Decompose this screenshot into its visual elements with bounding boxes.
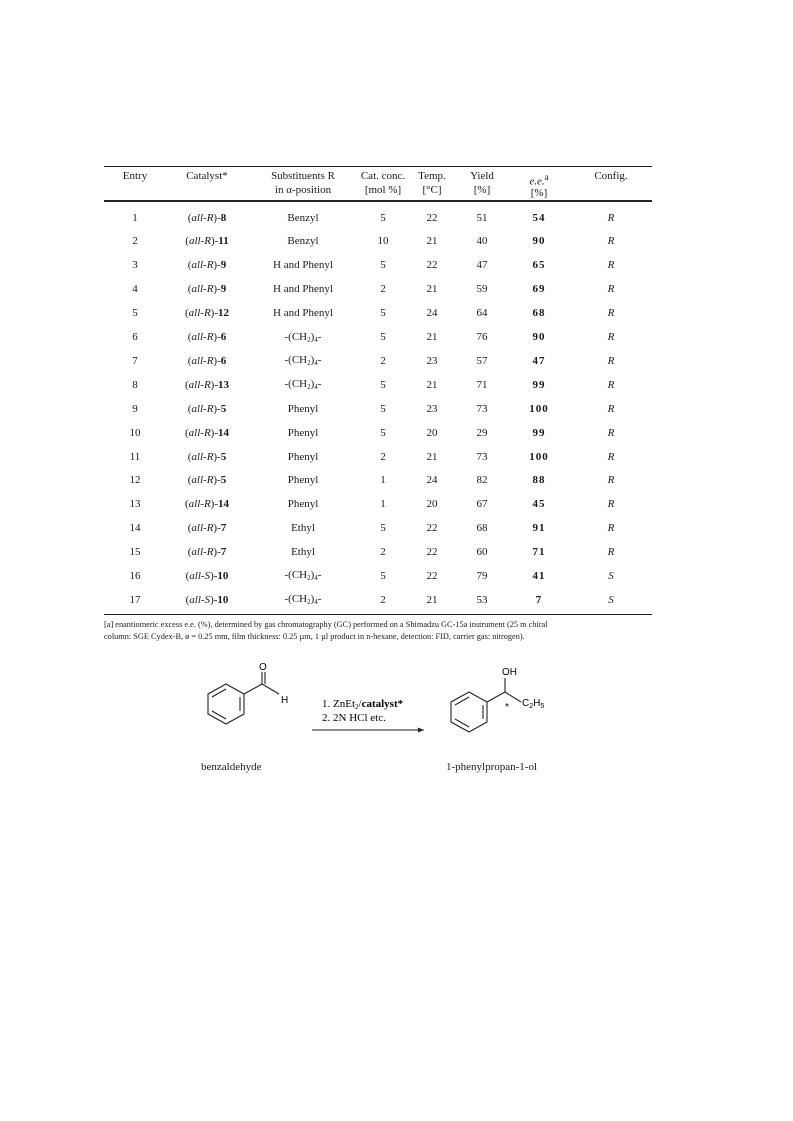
catalyst-prefix: all-R [191, 259, 214, 272]
substituent-cell: $-(CH_2)_4-$ [284, 593, 322, 607]
entry-cell: 6 [132, 331, 138, 344]
catalyst-prefix: all-R [191, 402, 214, 415]
ee-cell: 69 [532, 283, 546, 296]
paren-open: ( [185, 498, 189, 511]
ethyl-substituent-label: $C_2H_5$ [522, 698, 545, 710]
catalyst-cell [166, 277, 248, 301]
yield-cell: 67 [476, 498, 488, 511]
entry-cell: 2 [132, 235, 138, 248]
table-row [104, 588, 652, 614]
table-row [104, 421, 652, 445]
temp-cell: 21 [426, 283, 438, 296]
reaction-step-1: 1. ZnEt2/catalyst* [322, 698, 404, 711]
ee-cell: 100 [529, 450, 549, 463]
config-cell: R [607, 235, 615, 248]
substituent-cell: $-(CH_2)_4-$ [284, 569, 322, 583]
catalyst-number: 9 [220, 259, 227, 272]
cat-conc-cell: 5 [380, 331, 386, 344]
cat-conc-cell: 5 [380, 402, 386, 415]
yield-cell: 40 [476, 235, 488, 248]
catalyst-number: 14 [218, 426, 229, 439]
entry-cell: 5 [132, 307, 138, 320]
config-cell: R [607, 402, 615, 415]
table-row [104, 373, 652, 397]
results-table-container [104, 166, 652, 615]
catalyst-prefix: all-R [191, 283, 214, 296]
temp-cell: 21 [426, 450, 438, 463]
yield-cell: 73 [476, 450, 488, 463]
substituent-cell: H and Phenyl [273, 259, 333, 272]
table-row [104, 349, 652, 373]
temp-cell: 20 [426, 498, 438, 511]
config-cell: R [607, 259, 615, 272]
catalyst-cell [166, 201, 248, 230]
entry-cell: 14 [129, 522, 141, 535]
paren-close: )- [213, 402, 221, 415]
ee-cell: 99 [532, 426, 546, 439]
paren-open: ( [187, 522, 192, 535]
temp-cell: 21 [426, 235, 438, 248]
table-header-row [104, 167, 652, 201]
catalyst-number: 6 [220, 354, 227, 367]
paren-open: ( [187, 450, 192, 463]
column-header-line1: Catalyst* [186, 170, 228, 182]
yield-cell: 76 [476, 331, 488, 344]
column-header [248, 167, 358, 201]
table-row [104, 253, 652, 277]
temp-cell: 21 [426, 331, 438, 344]
table-row [104, 397, 652, 421]
table-row [104, 468, 652, 492]
paren-open: ( [185, 307, 189, 320]
paren-close: )- [210, 378, 218, 391]
catalyst-cell [166, 421, 248, 445]
substituent-cell: Ethyl [291, 546, 315, 559]
catalyst-cell [166, 588, 248, 614]
config-cell: R [607, 283, 615, 296]
paren-open: ( [185, 569, 190, 582]
ee-cell: 100 [529, 402, 549, 415]
yield-cell: 29 [476, 426, 488, 439]
column-header-line2: [%] [473, 184, 491, 197]
table-body [104, 201, 652, 615]
catalyst-cell [166, 349, 248, 373]
paren-close: )- [213, 331, 221, 344]
catalyst-prefix: all-S [189, 569, 211, 582]
footnote-line-2: column: SGE Cydex-B, ø = 0.25 mm, film thickness: 0.25 µm, 1 µl product in n-hexane, detection: FID, carrier gas: nitrogen). [104, 631, 525, 641]
catalyst-prefix: all-R [188, 235, 211, 248]
paren-open: ( [185, 426, 189, 439]
cat-conc-cell: 2 [380, 450, 386, 463]
substituent-cell: $-(CH_2)_4-$ [284, 354, 322, 368]
ee-cell: 45 [532, 498, 546, 511]
catalyst-cell [166, 516, 248, 540]
catalyst-prefix: all-R [191, 522, 214, 535]
yield-cell: 68 [476, 522, 488, 535]
temp-cell: 23 [426, 402, 438, 415]
column-header-line2: [°C] [422, 184, 442, 197]
catalyst-cell [166, 540, 248, 564]
catalyst-cell [166, 468, 248, 492]
catalyst-cell [166, 445, 248, 469]
config-cell: R [607, 450, 615, 463]
config-cell: R [607, 522, 615, 535]
ee-cell: 91 [532, 522, 546, 535]
config-cell: R [607, 307, 615, 320]
paren-open: ( [187, 331, 192, 344]
temp-cell: 22 [426, 259, 438, 272]
reaction-scheme [0, 650, 793, 790]
catalyst-prefix: all-R [188, 498, 211, 511]
paren-open: ( [187, 402, 192, 415]
paren-close: )- [210, 498, 218, 511]
catalyst-cell [166, 373, 248, 397]
config-cell: R [607, 378, 615, 391]
temp-cell: 20 [426, 426, 438, 439]
table-row [104, 325, 652, 349]
yield-cell: 57 [476, 354, 488, 367]
paren-close: )- [213, 283, 221, 296]
column-header-line1: Temp. [418, 170, 446, 183]
atom-h-label: H [281, 695, 289, 706]
ee-cell: 65 [532, 259, 546, 272]
ee-cell: 99 [532, 378, 546, 391]
temp-cell: 21 [426, 593, 438, 606]
temp-cell: 21 [426, 378, 438, 391]
config-cell: R [607, 354, 615, 367]
table-row [104, 540, 652, 564]
cat-conc-cell: 2 [380, 593, 386, 606]
catalyst-prefix: all-R [191, 450, 214, 463]
paren-close: )- [213, 546, 221, 559]
catalyst-cell [166, 253, 248, 277]
yield-cell: 53 [476, 593, 488, 606]
cat-conc-cell: 2 [380, 546, 386, 559]
temp-cell: 22 [426, 546, 438, 559]
entry-cell: 12 [129, 474, 141, 487]
ee-cell: 41 [532, 569, 546, 582]
cat-conc-cell: 10 [377, 235, 389, 248]
yield-cell: 60 [476, 546, 488, 559]
cat-conc-cell: 5 [380, 259, 386, 272]
reaction-scheme-drawing [0, 650, 793, 790]
reaction-step-2: 2. 2N HCl etc. [322, 712, 386, 724]
catalyst-number: 12 [218, 307, 229, 320]
substituent-cell: $-(CH_2)_4-$ [284, 330, 322, 344]
column-header-title [508, 170, 570, 189]
table-row [104, 516, 652, 540]
table-row [104, 564, 652, 588]
product-ring [451, 692, 487, 732]
table-row [104, 445, 652, 469]
yield-cell: 82 [476, 474, 488, 487]
column-header-line2: [%] [530, 186, 548, 199]
entry-cell: 10 [129, 426, 141, 439]
paren-open: ( [185, 378, 189, 391]
catalyst-number: 7 [220, 546, 227, 559]
catalyst-prefix: all-R [188, 426, 211, 439]
config-cell: R [607, 546, 615, 559]
catalyst-number: 5 [220, 474, 227, 487]
catalyst-prefix: all-R [191, 211, 214, 224]
catalyst-cell [166, 492, 248, 516]
entry-cell: 9 [132, 402, 138, 415]
stereocenter-mark: * [505, 702, 509, 713]
paren-open: ( [185, 235, 189, 248]
column-header-line1: Substituents R [271, 170, 335, 183]
paren-open: ( [187, 283, 192, 296]
yield-cell: 73 [476, 402, 488, 415]
catalyst-number: 10 [217, 593, 229, 606]
cat-conc-cell: 5 [380, 378, 386, 391]
yield-cell: 59 [476, 283, 488, 296]
catalyst-number: 5 [220, 450, 227, 463]
yield-cell: 64 [476, 307, 488, 320]
entry-cell: 13 [129, 498, 141, 511]
table-footnote [104, 619, 654, 642]
atom-o-label: O [259, 662, 267, 673]
ee-cell: 90 [532, 235, 546, 248]
atom-oh-label: OH [502, 667, 517, 678]
column-header-line1: Yield [470, 170, 494, 183]
substituent-cell: Phenyl [287, 402, 319, 415]
config-cell: R [607, 474, 615, 487]
entry-cell: 1 [132, 211, 138, 224]
catalyst-prefix: all-R [191, 474, 214, 487]
yield-cell: 51 [476, 211, 488, 224]
table-row [104, 277, 652, 301]
paren-open: ( [187, 259, 192, 272]
catalyst-number: 10 [217, 569, 229, 582]
paren-open: ( [187, 211, 192, 224]
column-header [508, 167, 570, 201]
catalyst-cell [166, 325, 248, 349]
paren-open: ( [185, 593, 190, 606]
config-cell: R [607, 331, 615, 344]
column-header [166, 167, 248, 201]
column-header-line1: Config. [594, 170, 628, 182]
paren-close: )- [213, 450, 221, 463]
reaction-arrowhead [418, 728, 424, 733]
column-header-line1: Entry [122, 170, 148, 182]
column-header [358, 167, 408, 201]
config-cell: S [608, 593, 614, 606]
paren-open: ( [187, 546, 192, 559]
paren-close: )- [210, 593, 218, 606]
catalyst-prefix: all-R [191, 546, 214, 559]
column-header [408, 167, 456, 201]
entry-cell: 17 [129, 593, 141, 606]
catalyst-number: 5 [220, 402, 227, 415]
cat-conc-cell: 5 [380, 426, 386, 439]
paren-close: )- [210, 307, 218, 320]
table-row [104, 201, 652, 230]
aldehyde-bond [244, 684, 262, 694]
temp-cell: 22 [426, 569, 438, 582]
cat-conc-cell: 5 [380, 522, 386, 535]
paren-close: )- [213, 259, 221, 272]
catalyst-cell [166, 301, 248, 325]
catalyst-cell [166, 564, 248, 588]
entry-cell: 3 [132, 259, 138, 272]
catalyst-number: 14 [218, 498, 229, 511]
config-cell: R [607, 426, 615, 439]
ee-cell: 54 [532, 211, 546, 224]
catalyst-prefix: all-R [191, 331, 214, 344]
column-header [570, 167, 652, 201]
column-header-line2: in α-position [274, 184, 332, 197]
substituent-cell: Phenyl [287, 426, 319, 439]
cat-conc-cell: 1 [380, 498, 386, 511]
config-cell: R [607, 211, 615, 224]
cat-conc-cell: 2 [380, 354, 386, 367]
product-name: 1-phenylpropan-1-ol [446, 761, 538, 773]
substituent-cell: Phenyl [287, 498, 319, 511]
yield-cell: 71 [476, 378, 488, 391]
reactant-name: benzaldehyde [201, 761, 262, 773]
catalyst-prefix: all-R [191, 354, 214, 367]
column-header-line2: [mol %] [364, 184, 402, 197]
paren-close: )- [213, 354, 221, 367]
catalyst-cell [166, 230, 248, 254]
paren-close: )- [210, 426, 218, 439]
temp-cell: 24 [426, 474, 438, 487]
paren-open: ( [187, 354, 192, 367]
paren-close: )- [213, 522, 221, 535]
substituent-cell: Benzyl [287, 211, 319, 224]
ee-cell: 71 [532, 546, 546, 559]
column-header-line1: Cat. conc. [360, 170, 406, 183]
column-header-line1: e.e. [529, 175, 545, 188]
paren-close: )- [213, 211, 221, 224]
entry-cell: 8 [132, 378, 138, 391]
substituent-cell: H and Phenyl [273, 283, 333, 296]
ee-cell: 90 [532, 331, 546, 344]
yield-cell: 47 [476, 259, 488, 272]
ee-cell: 7 [535, 593, 543, 606]
cat-conc-cell: 5 [380, 569, 386, 582]
paren-close: )- [213, 474, 221, 487]
temp-cell: 22 [426, 522, 438, 535]
table-row [104, 230, 652, 254]
results-table [104, 166, 652, 615]
cat-conc-cell: 5 [380, 211, 386, 224]
temp-cell: 23 [426, 354, 438, 367]
catalyst-cell [166, 397, 248, 421]
substituent-cell: Phenyl [287, 450, 319, 463]
catalyst-prefix: all-S [189, 593, 211, 606]
substituent-cell: $-(CH_2)_4-$ [284, 378, 322, 392]
product-structure [451, 678, 521, 732]
temp-cell: 24 [426, 307, 438, 320]
cat-conc-cell: 5 [380, 307, 386, 320]
entry-cell: 15 [129, 546, 141, 559]
substituent-cell: Ethyl [291, 522, 315, 535]
benzaldehyde-ring [208, 684, 244, 724]
ee-cell: 68 [532, 307, 546, 320]
footnote-marker: a [544, 172, 549, 182]
column-header [456, 167, 508, 201]
entry-cell: 16 [129, 569, 141, 582]
ee-cell: 88 [532, 474, 546, 487]
catalyst-number: 9 [220, 283, 227, 296]
paren-close: )- [210, 569, 218, 582]
cat-conc-cell: 2 [380, 283, 386, 296]
config-cell: R [607, 498, 615, 511]
catalyst-number: 11 [218, 235, 229, 248]
temp-cell: 22 [426, 211, 438, 224]
catalyst-number: 6 [220, 331, 227, 344]
entry-cell: 11 [129, 450, 141, 463]
paren-open: ( [187, 474, 192, 487]
entry-cell: 4 [132, 283, 138, 296]
table-row [104, 301, 652, 325]
column-header [104, 167, 166, 201]
substituent-cell: H and Phenyl [273, 307, 333, 320]
substituent-cell: Phenyl [287, 474, 319, 487]
catalyst-number: 8 [220, 211, 227, 224]
substituent-cell: Benzyl [287, 235, 319, 248]
yield-cell: 79 [476, 569, 488, 582]
footnote-line-1: [a] enantiomeric excess e.e. (%), determined by gas chromatography (GC) performed on a Shimadzu GC-15a instrument (25 m chiral [104, 620, 548, 629]
catalyst-number: 13 [218, 378, 229, 391]
catalyst-number: 7 [220, 522, 227, 535]
entry-cell: 7 [132, 354, 138, 367]
table-row [104, 492, 652, 516]
ee-cell: 47 [532, 354, 546, 367]
catalyst-prefix: all-R [188, 378, 211, 391]
config-cell: S [608, 569, 614, 582]
catalyst-prefix: all-R [188, 307, 211, 320]
cat-conc-cell: 1 [380, 474, 386, 487]
benzaldehyde-structure [208, 672, 279, 724]
paren-close: )- [210, 235, 219, 248]
